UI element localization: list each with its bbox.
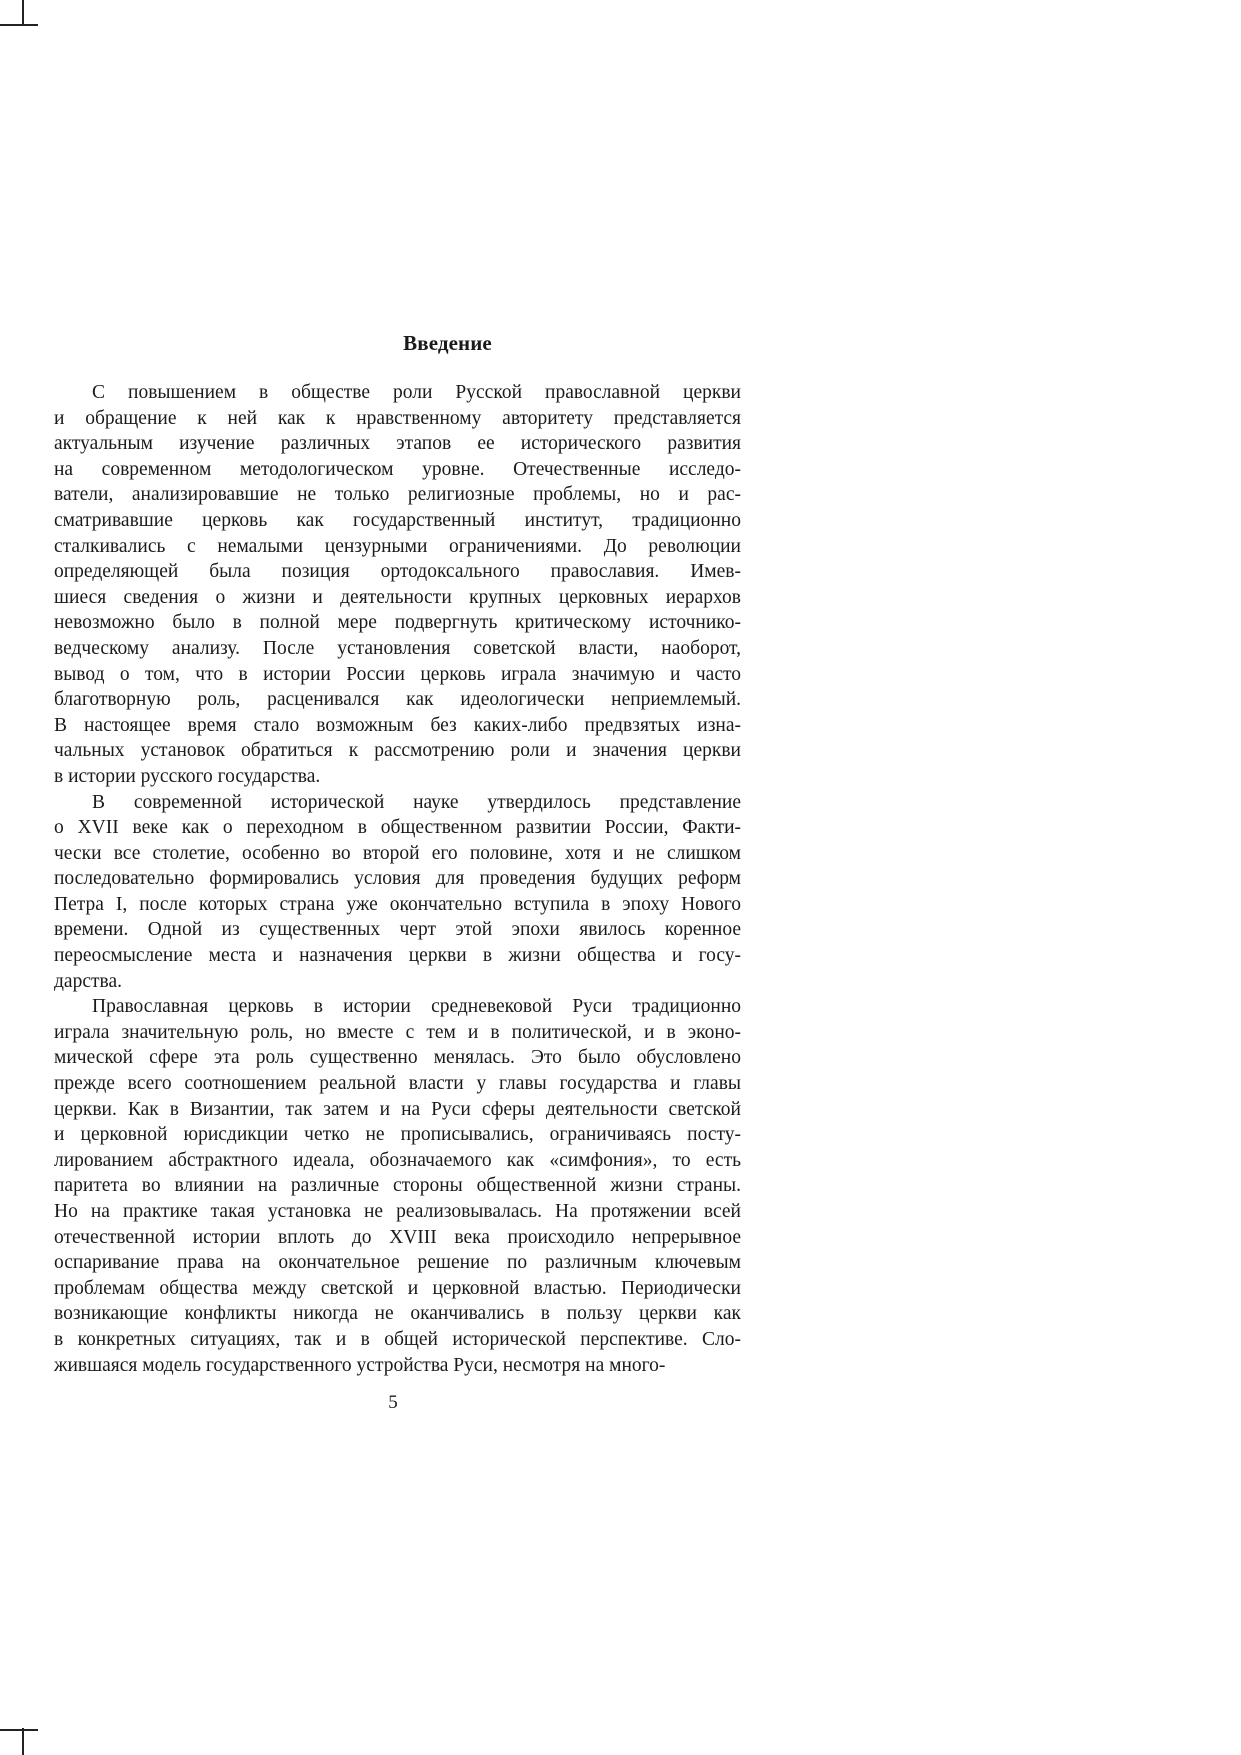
paragraph-line: времени. Одной из существенных черт этой эпохи явилось коренное bbox=[54, 919, 741, 941]
paragraph-line: дарства. bbox=[54, 970, 122, 992]
paragraph-line: паритета во влиянии на различные стороны общественной жизни страны. bbox=[54, 1175, 741, 1197]
paragraph-line: В настоящее время стало возможным без каких-либо предвзятых изна- bbox=[54, 714, 741, 736]
paragraph-line: вывод о том, что в истории России церковь играла значимую и часто bbox=[54, 663, 741, 685]
paragraphs-container bbox=[54, 380, 741, 1378]
paragraph-line: невозможно было в полной мере подвергнуть критическому источнико- bbox=[54, 612, 741, 634]
page-number: 5 bbox=[388, 1392, 398, 1413]
paragraph-line: церкви. Как в Византии, так затем и на Руси сферы деятельности светской bbox=[54, 1098, 741, 1120]
paragraph-line: Петра I, после которых страна уже окончательно вступила в эпоху Нового bbox=[54, 893, 741, 915]
paragraph-line: и церковной юрисдикции четко не прописывались, ограничиваясь посту- bbox=[54, 1124, 741, 1146]
paragraph-line: чески все столетие, особенно во второй его половине, хотя и не слишком bbox=[54, 842, 741, 864]
paragraph-line: в истории русского государства. bbox=[54, 765, 321, 787]
paragraph-line: играла значительную роль, но вместе с тем и в политической, и в эконо- bbox=[54, 1021, 741, 1043]
paragraph-line: отечественной истории вплоть до XVIII века происходило непрерывное bbox=[54, 1226, 741, 1248]
paragraph-line: Но на практике такая установка не реализовывалась. На протяжении всей bbox=[54, 1201, 741, 1222]
paragraph-line: сталкивались с немалыми цензурными ограничениями. До революции bbox=[54, 535, 741, 557]
paragraph-line: сматривавшие церковь как государственный институт, традиционно bbox=[54, 509, 741, 531]
paragraph-line: в конкретных ситуациях, так и в общей исторической перспективе. Сло- bbox=[54, 1328, 741, 1350]
crop-mark-top-left-horizontal bbox=[0, 24, 38, 26]
paragraph-line: актуальным изучение различных этапов ее исторического развития bbox=[54, 433, 741, 455]
paragraph-line: Православная церковь в истории средневековой Руси традиционно bbox=[92, 996, 741, 1018]
paragraph-line: последовательно формировались условия для проведения будущих реформ bbox=[54, 868, 741, 890]
paragraph-line: на современном методологическом уровне. Отечественные исследо- bbox=[54, 458, 741, 480]
paragraph-line: В современной исторической науке утвердилось представление bbox=[92, 791, 741, 813]
paragraph-line: прежде всего соотношением реальной власти у главы государства и главы bbox=[54, 1073, 741, 1095]
document-body bbox=[54, 325, 741, 1378]
paragraph-line: переосмысление места и назначения церкви в жизни общества и госу- bbox=[54, 945, 741, 967]
paragraph-line: С повышением в обществе роли Русской православной церкви bbox=[92, 382, 741, 403]
paragraph bbox=[54, 380, 741, 790]
paragraph-line: оспаривание права на окончательное решение по различным ключевым bbox=[54, 1252, 741, 1274]
paragraph-line: мической сфере эта роль существенно менялась. Это было обусловлено bbox=[54, 1047, 741, 1069]
paragraph-line: о XVII веке как о переходном в общественном развитии России, Факти- bbox=[54, 817, 741, 839]
paragraph-line: определяющей была позиция ортодоксального православия. Имев- bbox=[54, 561, 741, 583]
paragraph-line: шиеся сведения о жизни и деятельности крупных церковных иерархов bbox=[54, 586, 741, 608]
crop-mark-bottom-left-vertical bbox=[22, 1728, 24, 1755]
paragraph bbox=[54, 790, 741, 995]
paragraph-line: ведческому анализу. После установления советской власти, наоборот, bbox=[54, 637, 741, 659]
paragraph-line: и обращение к ней как к нравственному авторитету представляется bbox=[54, 407, 741, 429]
paragraph-line: лированием абстрактного идеала, обозначаемого как «симфония», то есть bbox=[54, 1149, 741, 1171]
paragraph-line: чальных установок обратиться к рассмотрению роли и значения церкви bbox=[54, 740, 741, 762]
paragraph bbox=[54, 994, 741, 1378]
page-title: Введение bbox=[403, 331, 492, 355]
paragraph-line: возникающие конфликты никогда не оканчивались в пользу церкви как bbox=[54, 1303, 741, 1325]
paragraph-line: благотворную роль, расценивался как идеологически неприемлемый. bbox=[54, 689, 741, 711]
paragraph-line: жившаяся модель государственного устройства Руси, несмотря на много- bbox=[54, 1354, 666, 1376]
paragraph-line: ватели, анализировавшие не только религиозные проблемы, но и рас- bbox=[54, 484, 741, 506]
crop-mark-top-left-vertical bbox=[22, 0, 24, 25]
paragraph-line: проблемам общества между светской и церковной властью. Периодически bbox=[54, 1277, 741, 1299]
crop-mark-bottom-left-horizontal bbox=[0, 1729, 38, 1731]
